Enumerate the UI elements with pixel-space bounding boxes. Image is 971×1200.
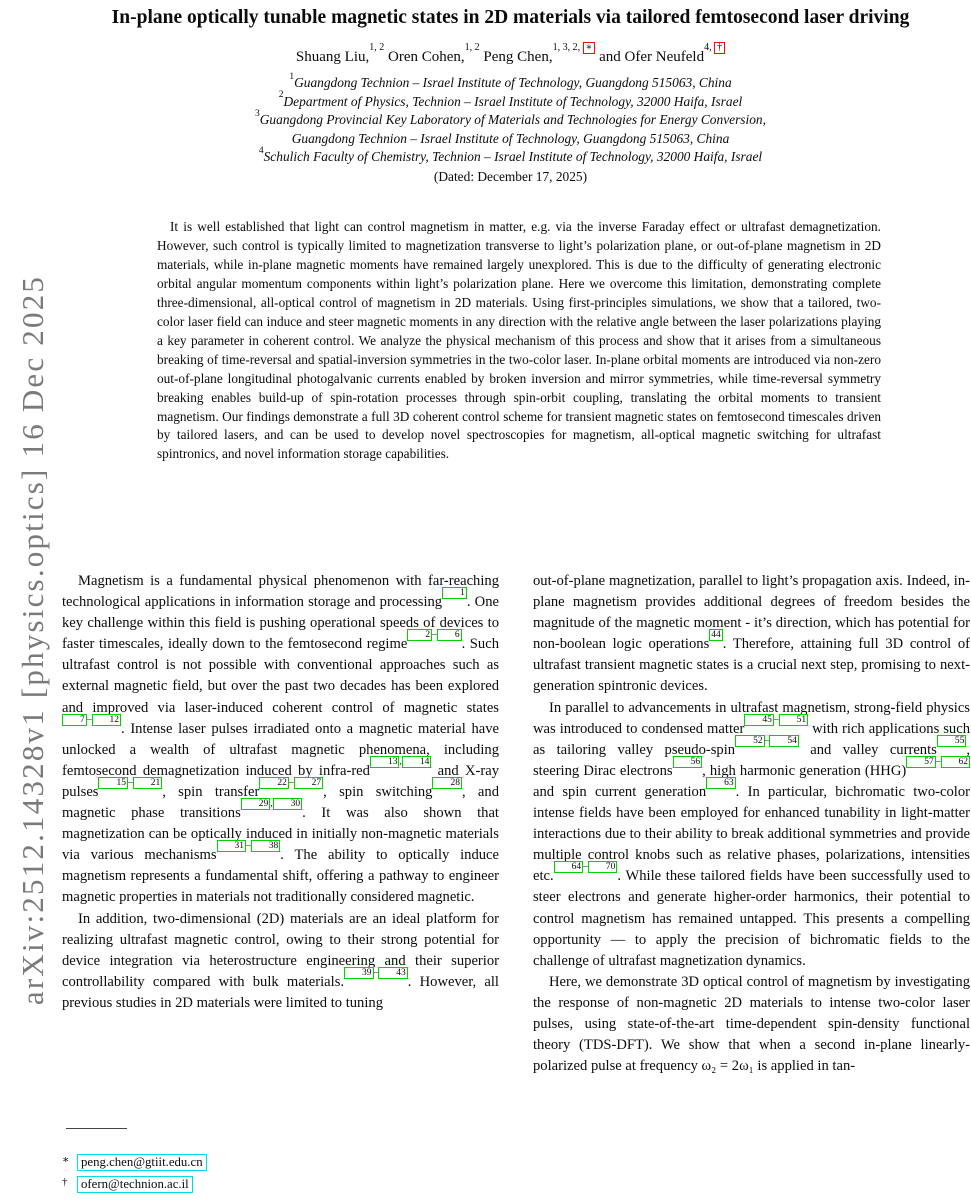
footnote-line <box>62 1174 499 1195</box>
citation-link[interactable]: 31 <box>217 840 247 852</box>
citation-superscript: 7 – 12 <box>62 715 121 725</box>
email-link[interactable]: ofern@technion.ac.il <box>77 1176 193 1193</box>
citation-superscript: 39 – 43 <box>344 968 408 978</box>
body-paragraph: Magnetism is a fundamental physical phenomenon with far-reaching technological applications in information storage and processing$^1$. One key challenge within this field is pushing operational speeds of devices to faster timescales, ideally down to the femtosecond regime$^{2 - 6}$. Such ultrafast control is not possible with conventional approaches such as external magnetic field, but over the past two decades has been explored and improved via laser-induced coherent control of magnetic states$^{7 - 12}$. Intense laser pulses irradiated onto a magnetic material have unlocked a wealth of ultrafast magnetic phenomena, including femtosecond demagnetization induced by infra-red$^{13 , 14}$ and X-ray pulses$^{15 - 21}$, spin transfer$^{22 - 27}$, spin switching$^{28}$, and magnetic phase transitions$^{29 , 30}$. It was also shown that magnetization can be optically induced in initially non-magnetic materials via various mechanisms$^{31 - 38}$. The ability to optically induce magnetism represents a fundamental shift, offering a pathway to engineer magnetic properties in materials not traditionally considered magnetic. <box>62 573 500 906</box>
citation-link[interactable]: 44 <box>711 630 721 641</box>
citation-superscript <box>673 757 703 767</box>
citation-superscript <box>432 778 462 788</box>
citation-superscript: 15 – 21 <box>98 778 162 788</box>
citation-link[interactable]: 2 <box>407 629 432 641</box>
author-footnote-marker-link[interactable]: ∗ <box>583 42 596 54</box>
footnote-line <box>62 1152 499 1173</box>
body-paragraph: out-of-plane magnetization, parallel to light’s propagation axis. Indeed, in-plane magnetism provides additional degrees of freedom besides the magnitude of the magnetic moment - it’s direction, which has potential for non-boolean logic operations$^{44}$. Therefore, attaining full 3D control of ultrafast transient magnetic states is a crucial next step, promising to next-generation spintronic devices. <box>533 573 970 695</box>
body-paragraph: In addition, two-dimensional (2D) materials are an ideal platform for realizing ultrafast magnetic control, owing to their strong potential for device integration via heterostructure engineering and their superior controllability compared with bulk materials.$^{39 - 43}$. However, all previous studies in 2D materials were limited to tuning <box>62 910 499 1011</box>
citation-link[interactable]: 55 <box>937 735 967 747</box>
affiliation-number: 4 <box>258 145 264 156</box>
author-name: Shuang Liu, <box>295 49 370 65</box>
citation-link[interactable]: 38 <box>251 840 281 852</box>
citation-link[interactable]: 56 <box>673 756 703 768</box>
citation-link[interactable]: 52 <box>735 735 765 747</box>
citation-link[interactable]: 45 <box>744 714 774 726</box>
affiliation-line: $^4$Schulich Faculty of Chemistry, Technion – Israel Institute of Technology, 32000 Haifa, Israel <box>258 145 763 165</box>
body-paragraph: Here, we demonstrate 3D optical control of magnetism by investigating the response of non-magnetic 2D materials to intense two-color laser pulses, using state-of-the-art time-dependent spin-density functional theory (TDS-DFT). We show that when a second in-plane linearly-polarized pulse at frequency ω₂ = 2ω₁ is applied in tan- <box>533 973 970 1075</box>
body-column-left <box>62 571 499 1014</box>
citation-link[interactable]: 51 <box>779 714 809 726</box>
citation-superscript: 2 – 6 <box>407 630 461 640</box>
footnote-marker: ∗ <box>62 1154 70 1166</box>
footnote-rule <box>66 1128 127 1129</box>
citation-link[interactable]: 21 <box>133 777 163 789</box>
author-affiliation-superscript: 1, 2 <box>369 42 385 53</box>
citation-link[interactable]: 7 <box>62 714 87 726</box>
citation-superscript: 45 – 51 <box>744 715 808 725</box>
citation-link[interactable]: 28 <box>432 777 462 789</box>
citation-link[interactable]: 30 <box>273 798 303 810</box>
author-name: and Ofer Neufeld <box>599 49 705 65</box>
affiliation-number: 1 <box>289 71 295 82</box>
author-footnote-marker-link[interactable]: † <box>714 42 725 54</box>
abstract-text: It is well established that light can control magnetism in matter, e.g. via the inverse Faraday effect or ultrafast demagnetization. However, such control is typically limited to magnetization transverse to light’s polarization plane, or out-of-plane magnetism in 2D materials, while in-plane magnetic moments have remained largely unexplored. This is due to the difficulty of generating electronic orbital angular momentum components within light’s polarization plane. Here we overcome this limitation, demonstrating complete three-dimensional, all-optical control of magnetism in 2D materials. Using first-principles simulations, we show that a tailored, two-color laser field can induce and steer magnetic moments in any direction with the relative angle between the laser polarizations playing a key parameter in coherent control. We analyze the physical mechanism of this process and show that it arises from a simultaneous breaking of time-reversal and spatial-inversion symmetries in the two-color laser. In-plane orbital moments are introduced via non-zero out-of-plane longitudinal photogalvanic currents enabled by broken inversion and mirror symmetries, while time-reversal symmetry breaking enables build-up of spin-rotation processes through spin-orbit coupling, translating the orbital moments to transient magnetism. Our findings demonstrate a full 3D coherent control scheme for transient magnetic states on femtosecond timescales driven by tailored lasers, and can be used to develop novel spectroscopies for magnetism, all-optical magnetic switching for ultrafast spintronics, and novel information storage capabilities. <box>157 219 881 462</box>
affiliation-number: 3 <box>255 108 260 119</box>
citation-link[interactable]: 29 <box>241 798 271 810</box>
arxiv-watermark: arXiv:2512.14328v1 [physics.optics] 16 Dec 2025 <box>15 274 50 1006</box>
citation-superscript: 31 – 38 <box>217 841 281 851</box>
dated-line: (Dated: December 17, 2025) <box>433 168 588 184</box>
citation-superscript <box>706 778 736 788</box>
citation-link[interactable]: 54 <box>769 735 799 747</box>
citation-link[interactable]: 63 <box>706 777 736 789</box>
footnotes-block <box>62 1152 499 1196</box>
authors-line <box>62 42 959 67</box>
citation-link[interactable]: 62 <box>941 756 971 768</box>
paper-header <box>62 4 959 187</box>
email-link[interactable]: peng.chen@gtiit.edu.cn <box>77 1154 207 1171</box>
affiliation-line: $^3$Guangdong Provincial Key Laboratory of Materials and Technologies for Energy Conversion, <box>255 108 766 128</box>
citation-superscript: 13 , 14 <box>370 757 431 767</box>
citation-superscript <box>709 630 723 640</box>
citation-superscript: 52 – 54 <box>735 736 799 746</box>
author-affiliation-superscript: 1, 3, 2, ∗ <box>553 42 596 53</box>
affiliation-line: Guangdong Technion – Israel Institute of Technology, Guangdong 515063, China <box>291 130 730 146</box>
citation-superscript: 22 – 27 <box>259 778 323 788</box>
affiliation-number: 2 <box>278 90 284 101</box>
author-name: Oren Cohen, <box>388 49 465 65</box>
citation-superscript <box>442 588 467 598</box>
citation-superscript: 64 – 70 <box>554 862 618 872</box>
body-column-right <box>533 571 970 1200</box>
citation-link[interactable]: 14 <box>402 756 432 768</box>
citation-superscript: 29 , 30 <box>241 799 302 809</box>
citation-link[interactable]: 1 <box>442 587 467 599</box>
citation-link[interactable]: 22 <box>259 777 289 789</box>
body-paragraph: In parallel to advancements in ultrafast magnetism, strong-field physics was introduced to condensed matter$^{45 - 51}$ with rich applications such as tailoring valley pseudo-spin$^{52 - 54}$ and valley currents$^{55}$, steering Dirac electrons$^{56}$, high harmonic generation (HHG)$^{57 - 62}$ and spin current generation$^{63}$. In particular, bichromatic two-color intense fields have been employed for enhanced tunability in light-matter interactions due to their ability to break additional symmetries and provide multiple control knobs such as relative phases, polarizations, intensities etc.$^{64 - 70}$. While these tailored fields have been successfully used to steer electrons and generate higher-order harmonics, their potential to control magnetism has remained untapped. This presents a compelling opportunity — to apply the precision of bichromatic fields to the challenge of ultrafast magnetization dynamics. <box>533 699 970 969</box>
affiliation-line: $^1$Guangdong Technion – Israel Institute of Technology, Guangdong 515063, China <box>289 71 732 90</box>
citation-link[interactable]: 64 <box>554 861 584 873</box>
paper-title: In-plane optically tunable magnetic states in 2D materials via tailored femtosecond laser driving <box>111 7 910 28</box>
citation-link[interactable]: 15 <box>98 777 128 789</box>
citation-link[interactable]: 43 <box>378 967 408 979</box>
affiliations-block <box>62 71 959 167</box>
citation-superscript: 57 – 62 <box>906 757 970 767</box>
citation-link[interactable]: 13 <box>370 756 400 768</box>
author-name: Peng Chen, <box>483 49 553 65</box>
author-affiliation-superscript: 1, 2 <box>464 42 480 53</box>
citation-link[interactable]: 6 <box>437 629 462 641</box>
affiliation-line: $^2$Department of Physics, Technion – Israel Institute of Technology, 32000 Haifa, Israel <box>278 90 743 109</box>
citation-superscript <box>937 736 967 746</box>
author-affiliation-superscript: 4, † <box>704 42 725 53</box>
footnote-marker: † <box>62 1176 68 1188</box>
citation-link[interactable]: 39 <box>344 967 374 979</box>
citation-link[interactable]: 57 <box>906 756 936 768</box>
citation-link[interactable]: 12 <box>92 714 122 726</box>
citation-link[interactable]: 70 <box>588 861 618 873</box>
citation-link[interactable]: 27 <box>294 777 324 789</box>
